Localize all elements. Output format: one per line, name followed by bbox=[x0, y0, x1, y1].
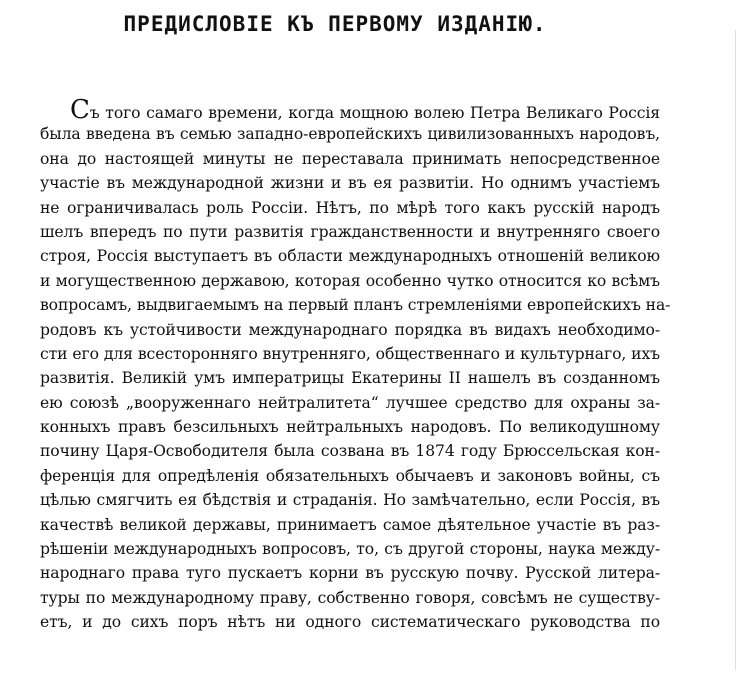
text-line: ею союзѣ „вооруженнаго нейтралитета“ лучшее средство для охраны за- bbox=[40, 393, 660, 412]
body-paragraph bbox=[40, 95, 671, 635]
text-line: она до настоящей минуты не переставала принимать непосредственное bbox=[40, 149, 660, 168]
text-line: народнаго права туго пускаетъ корни въ русскую почву. Русской литера- bbox=[40, 564, 660, 583]
text-line: участіе въ международной жизни и въ ея развитіи. Но однимъ участіемъ bbox=[40, 174, 660, 193]
text-line: вопросамъ, выдвигаемымъ на первый планъ стремленіями европейскихъ на- bbox=[40, 296, 671, 315]
text-line: туры по международному праву, собственно говоря, совсѣмъ не существу- bbox=[40, 588, 660, 607]
text-line: рѣшеніи международныхъ вопросовъ, то, съ другой стороны, наука между- bbox=[40, 540, 660, 559]
text-line: почину Царя-Освободителя была созвана въ 1874 году Брюссельская кон- bbox=[40, 442, 660, 461]
text-line: етъ, и до сихъ поръ нѣтъ ни одного систематическаго руководства по bbox=[40, 613, 660, 632]
text-line: строя, Россія выступаетъ въ области международныхъ отношеній великою bbox=[40, 247, 660, 266]
page-title: ПРЕДИСЛОВІЕ КЪ ПЕРВОМУ ИЗДАНІЮ. bbox=[123, 12, 547, 36]
text-line: ференція для опредѣленія обязательныхъ обычаевъ и законовъ войны, съ bbox=[40, 466, 660, 485]
text-line: шелъ впередъ по пути развитія гражданственности и внутренняго своего bbox=[40, 222, 660, 241]
text-line: не ограничивалась роль Россіи. Нѣтъ, по мѣрѣ того какъ русскій народъ bbox=[40, 198, 660, 217]
text-line: была введена въ семью западно-европейскихъ цивилизованныхъ народовъ, bbox=[40, 125, 660, 144]
text-line: и могущественною державою, которая особенно чутко относится ко всѣмъ bbox=[40, 271, 660, 290]
text-line: сти его для всесторонняго внутренняго, общественнаго и культурнаго, ихъ bbox=[40, 344, 660, 363]
text-line: Съ того самаго времени, когда мощною волею Петра Великаго Россія bbox=[70, 95, 660, 125]
text-line: качествѣ великой державы, принимаетъ самое дѣятельное участіе въ раз- bbox=[40, 515, 660, 534]
text-line: развитія. Великій умъ императрицы Екатерины II нашелъ въ созданномъ bbox=[40, 369, 660, 388]
text-line: конныхъ правъ безсильныхъ нейтральныхъ народовъ. По великодушному bbox=[40, 418, 660, 437]
text-line: цѣлью смягчить ея бѣдствія и страданія. Но замѣчательно, если Россія, въ bbox=[40, 491, 660, 510]
page-edge-divider bbox=[735, 30, 736, 670]
text-line: родовъ къ устойчивости международнаго порядка въ видахъ необходимо- bbox=[40, 320, 660, 339]
